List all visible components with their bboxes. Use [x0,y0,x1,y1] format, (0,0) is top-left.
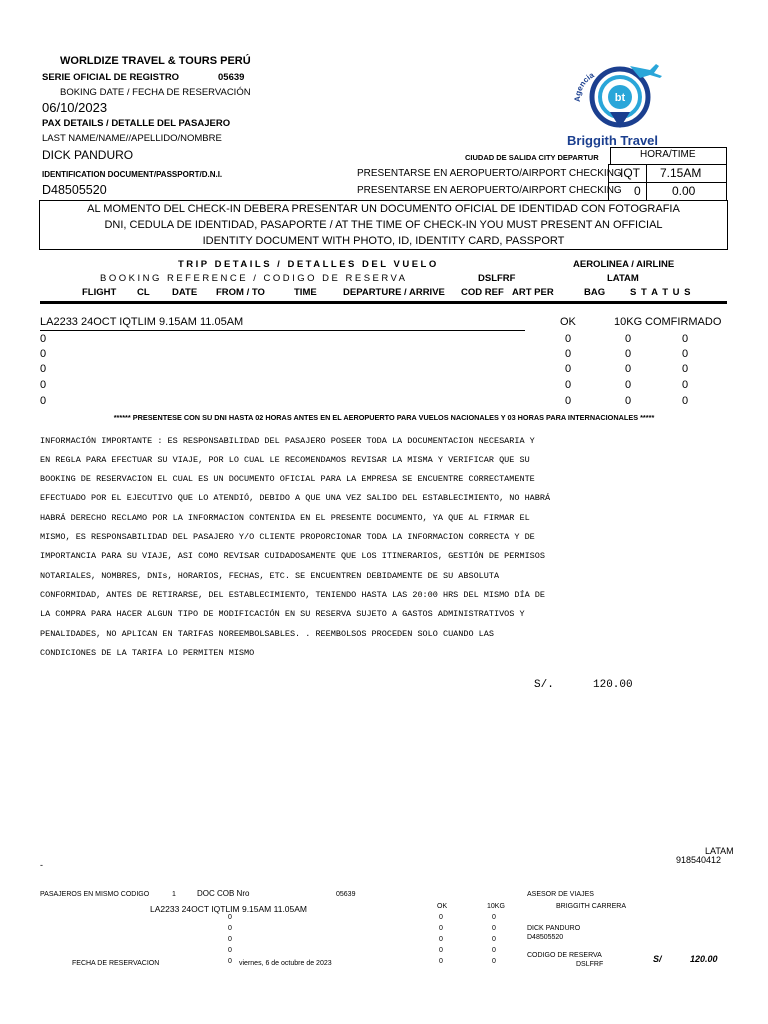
flight-cell: 0 [40,363,47,375]
footer-amount: 120.00 [690,954,718,964]
art-cell: 0 [565,363,572,375]
bag-cell: 0 [625,363,632,375]
info-line: HABRÁ DERECHO RECLAMO POR LA INFORMACION CONTENIDA EN EL PRESENTE DOCUMENTO, YA QUE AL FIRMAR EL [40,513,530,523]
footer-zero: 0 [228,947,232,954]
col-bag: BAG [584,287,606,298]
info-line: IMPORTANCIA PARA SU VIAJE, ASI COMO REVISAR CUIDADOSAMENTE QUE LOS ITINERARIOS, GESTIÓN DE PERMISOS [40,551,545,561]
bag-cell: 10KG [614,316,643,328]
footer-bag: 0 [492,947,496,954]
footer-ok: 0 [439,925,443,932]
id-value: D48505520 [42,183,107,197]
footer-currency: S/ [653,954,662,964]
dni-notice: ****** PRESENTESE CON SU DNI HASTA 02 HORAS ANTES EN EL AEROPUERTO PARA VUELOS NACIONALES Y 03 HORAS PARA INTERNACIONALES ***** [113,413,655,422]
company-name: WORLDIZE TRAVEL & TOURS PERÚ [60,55,251,67]
info-line: PENALIDADES, NO APLICAN EN TARIFAS NOREEMBOLSABLES. . REEMBOLSOS PROCEDEN SOLO CUANDO LAS [40,629,494,639]
info-line: MISMO, ES RESPONSABILIDAD DEL PASAJERO Y/O CLIENTE PROPORCIONAR TODA LA INFORMACION CORRECTA Y DE [40,532,535,542]
trip-title: TRIP DETAILS / DETALLES DEL VUELO [178,259,439,270]
booking-date: 06/10/2023 [42,100,108,115]
footer-flight-line: LA2233 24OCT IQTLIM 9.15AM 11.05AM [150,904,308,914]
info-line: EN REGLA PARA EFECTUAR SU VIAJE, POR LO CUAL LE RECOMENDAMOS REVISAR LA MISMA Y VERIFICAR QUE SU [40,455,530,465]
status-cell: 0 [682,333,689,345]
flight-cell: LA2233 24OCT IQTLIM 9.15AM 11.05AM [40,316,244,328]
airline-label: AEROLINEA / AIRLINE [573,259,675,270]
footer-bag: 0 [492,914,496,921]
col-date: DATE [172,287,198,298]
art-cell: 0 [565,395,572,407]
flight-cell: 0 [40,348,47,360]
pax-name: DICK PANDURO [42,148,134,162]
time-header: HORA/TIME [640,149,696,160]
info-line: CONDICIONES DE LA TARIFA LO PERMITEN MISMO [40,648,255,658]
logo-brand-name: Briggith Travel [567,133,659,148]
header-divider [40,301,727,304]
id-label: IDENTIFICATION DOCUMENT/PASSPORT/D.N.I. [42,170,223,179]
col-from-to: FROM / TO [216,287,265,298]
row-underline [40,330,525,331]
bag-cell: 0 [625,348,632,360]
pax-section-label: PAX DETAILS / DETALLE DEL PASAJERO [42,118,231,129]
footer-ok: 0 [439,958,443,965]
doc-number: 05639 [336,891,356,898]
serie-number: 05639 [218,72,245,83]
bag-cell: 0 [625,379,632,391]
booking-code: DSLFRF [576,961,604,968]
footer-ok: 0 [439,914,443,921]
art-cell: 0 [565,379,572,391]
footer-ok: 0 [439,947,443,954]
notice-line-3: IDENTITY DOCUMENT WITH PHOTO, ID, IDENTITY CARD, PASSPORT [202,235,565,247]
footer-zero: 0 [228,936,232,943]
footer-zero: 0 [228,925,232,932]
time-1: 7.15AM [660,166,702,180]
notice-line-2: DNI, CEDULA DE IDENTIDAD, PASAPORTE / AT THE TIME OF CHECK-IN YOU MUST PRESENT AN OFFICIAL [104,219,663,231]
bag-cell: 0 [625,333,632,345]
reservation-date: viernes, 6 de octubre de 2023 [239,960,332,967]
reservation-date-label: FECHA DE RESERVACION [72,960,160,967]
info-line: INFORMACIÓN IMPORTANTE : ES RESPONSABILIDAD DEL PASAJERO POSEER TODA LA DOCUMENTACION NECESARIA Y [40,436,535,446]
footer-bag: 10KG [487,903,505,910]
footer-ok: OK [437,903,448,910]
checkin-label-1: PRESENTARSE EN AEROPUERTO/AIRPORT CHECKING [357,168,622,179]
footer-zero: 0 [228,914,232,921]
booking-date-label: BOKING DATE / FECHA DE RESERVACIÓN [60,87,251,98]
total-amount: 120.00 [593,679,633,691]
flight-cell: 0 [40,379,47,391]
footer-bag: 0 [492,936,496,943]
booking-ref: DSLFRF [478,273,516,284]
col-dep-arr: DEPARTURE / ARRIVE [343,287,445,298]
footer-ok: 0 [439,936,443,943]
col-flight: FLIGHT [82,287,117,298]
footer-bag: 0 [492,925,496,932]
doc-cob-label: DOC COB Nro [197,889,250,898]
status-cell: 0 [682,379,689,391]
footer-pax-id: D48505520 [527,934,564,941]
status-cell: COMFIRMADO [645,316,722,328]
col-cod-ref: COD REF [461,287,504,298]
pax-name-label: LAST NAME/NAME//APELLIDO/NOMBRE [42,133,222,144]
checkin-label-2: PRESENTARSE EN AEROPUERTO/AIRPORT CHECKING [357,185,622,196]
col-time: TIME [294,287,317,298]
city-code-2: 0 [634,184,641,198]
footer-zero: 0 [228,958,232,965]
pax-count: 1 [172,891,176,898]
bag-cell: 0 [625,395,632,407]
info-line: EFECTUADO POR EL EJECUTIVO QUE LO ATENDIÓ, DEBIDO A QUE UNA VEZ SALIDO DEL ESTABLECIMIENTO, NO HABRÁ [40,493,551,503]
col-status: S T A T U S [630,287,692,298]
status-cell: 0 [682,363,689,375]
status-cell: 0 [682,348,689,360]
city-code-box-2 [608,182,647,201]
info-line: CONFORMIDAD, ANTES DE RETIRARSE, DEL ESTABLECIMIENTO, TENIENDO HASTA LAS 20:00 HRS DEL MISMO DÍA DE [40,590,545,600]
notice-line-1: AL MOMENTO DEL CHECK-IN DEBERA PRESENTAR UN DOCUMENTO OFICIAL DE IDENTIDAD CON FOTOGRAFIA [87,203,680,215]
footer-pax-name: DICK PANDURO [527,925,581,932]
art-cell: 0 [565,333,572,345]
footer-airline: LATAM [705,846,734,856]
flight-cell: 0 [40,333,47,345]
logo-agency-word: Agencia [572,70,596,103]
serie-label: SERIE OFICIAL DE REGISTRO [42,72,180,83]
advisor-name: BRIGGITH CARRERA [556,903,627,910]
info-line: NOTARIALES, NOMBRES, DNIs, HORARIOS, FECHAS, ETC. SE ENCUENTREN DEBIDAMENTE DE SU ABSOLUTA [40,571,500,581]
art-cell: OK [560,316,576,328]
col-cl: CL [137,287,150,298]
time-2: 0.00 [672,184,696,198]
col-art-per: ART PER [512,287,554,298]
advisor-label: ASESOR DE VIAJES [527,891,594,898]
art-cell: 0 [565,348,572,360]
info-line: LA COMPRA PARA HACER ALGUN TIPO DE MODIFICACIÓN EN SU RESERVA SUJETO A GASTOS ADMINISTRATIVOS Y [40,609,525,619]
footer-phone: 918540412 [676,855,722,865]
info-line: BOOKING DE RESERVACION EL CUAL ES UN DOCUMENTO OFICIAL PARA LA EMPRESA SE ENCUENTRE CORRECTAMENTE [40,474,535,484]
footer-bag: 0 [492,958,496,965]
booking-ref-label: BOOKING REFERENCE / CODIGO DE RESERVA [100,273,408,284]
airline-name: LATAM [607,273,639,284]
city-code-1: IQT [620,166,640,180]
logo-initials: bt [614,92,626,104]
booking-code-label: CODIGO DE RESERVA [527,952,602,959]
pax-same-code-label: PASAJEROS EN MISMO CODIGO [40,891,150,898]
total-currency: S/. [534,679,554,691]
city-departure-label: CIUDAD DE SALIDA CITY DEPARTUR [465,153,599,162]
status-cell: 0 [682,395,689,407]
flight-cell: 0 [40,395,47,407]
footer-dash: - [40,860,43,870]
